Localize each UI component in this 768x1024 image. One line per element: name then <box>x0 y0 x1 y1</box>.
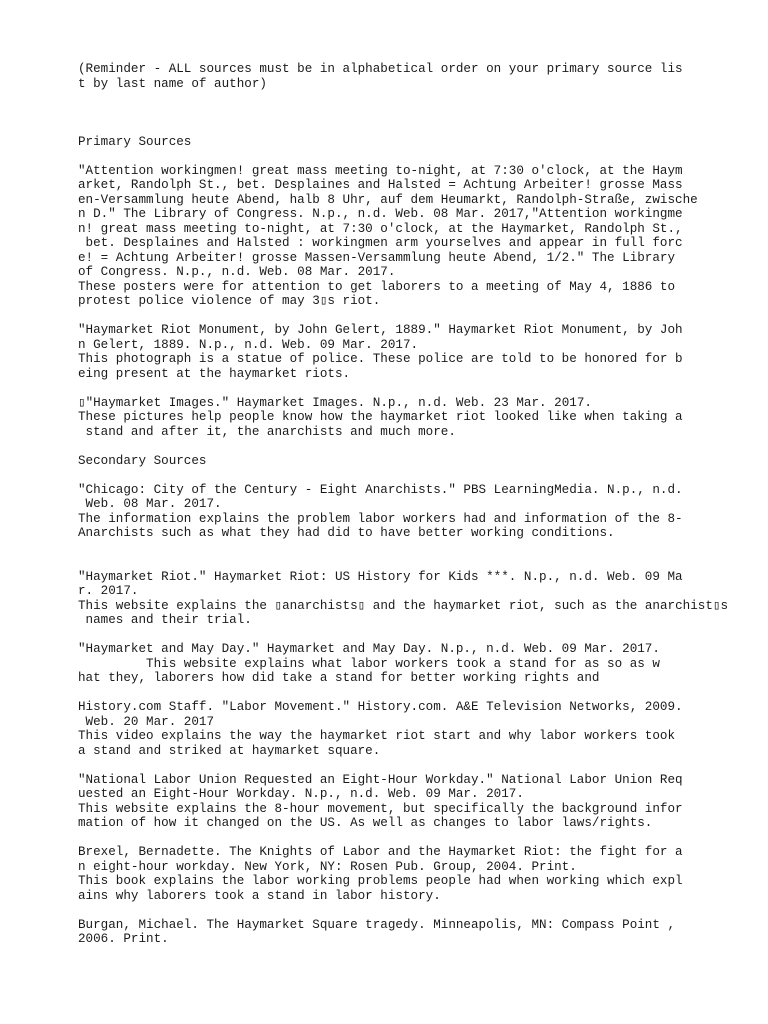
annotation-line: ains why laborers took a stand in labor history. <box>78 888 441 903</box>
annotation-line: a stand and striked at haymarket square. <box>78 743 381 758</box>
secondary-source-entry <box>78 642 758 686</box>
citation-line: en-Versammlung heute Abend, halb 8 Uhr, auf dem Heumarkt, Randolph-Straße, zwische <box>78 192 698 207</box>
citation-line: "Attention workingmen! great mass meeting to-night, at 7:30 o'clock, at the Haym <box>78 163 683 178</box>
citation-line: Burgan, Michael. The Haymarket Square tragedy. Minneapolis, MN: Compass Point , <box>78 917 676 932</box>
citation-line: "Haymarket and May Day." Haymarket and May Day. N.p., n.d. Web. 09 Mar. 2017. <box>78 642 660 656</box>
citation <box>78 845 758 874</box>
annotation <box>78 352 758 381</box>
annotation-line: hat they, laborers how did take a stand for better working rights and <box>78 671 600 685</box>
annotation-line: This website explains what labor workers took a stand for as so as w <box>78 656 660 671</box>
citation-line: n D." The Library of Congress. N.p., n.d. Web. 08 Mar. 2017,"Attention workingme <box>78 207 683 221</box>
document-page <box>78 62 758 947</box>
citation-line: Web. 20 Mar. 2017 <box>78 714 215 729</box>
secondary-source-entry <box>78 845 758 903</box>
citation-line: e! = Achtung Arbeiter! grosse Massen-Versammlung heute Abend, 1/2." The Library <box>78 250 676 265</box>
reminder-line: (Reminder - ALL sources must be in alphabetical order on your primary source lis <box>78 62 683 76</box>
citation-line: n Gelert, 1889. N.p., n.d. Web. 09 Mar. 2017. <box>78 337 419 352</box>
citation <box>78 773 758 802</box>
annotation-line: These pictures help people know how the haymarket riot looked like when taking a <box>78 410 683 424</box>
annotation <box>78 729 758 758</box>
citation-line: Web. 08 Mar. 2017. <box>78 497 222 511</box>
primary-source-entry <box>78 164 758 309</box>
annotation <box>78 599 758 628</box>
citation-line: "Haymarket Riot." Haymarket Riot: US History for Kids ***. N.p., n.d. Web. 09 Ma <box>78 569 683 584</box>
annotation <box>78 657 758 686</box>
secondary-source-entry <box>78 773 758 831</box>
annotation <box>78 280 758 309</box>
annotation <box>78 802 758 831</box>
citation <box>78 164 758 280</box>
citation-line: arket, Randolph St., bet. Desplaines and Halsted = Achtung Arbeiter! grosse Mass <box>78 178 683 192</box>
secondary-source-entry <box>78 918 758 947</box>
citation-line: "Chicago: City of the Century - Eight Anarchists." PBS LearningMedia. N.p., n.d. <box>78 482 683 497</box>
citation-line: of Congress. N.p., n.d. Web. 08 Mar. 2017. <box>78 265 396 279</box>
secondary-source-entry <box>78 700 758 758</box>
citation-line: n! great mass meeting to-night, at 7:30 o'clock, at the Haymarket, Randolph St., <box>78 221 683 236</box>
annotation-line: names and their trial. <box>78 613 252 627</box>
citation-line: n eight-hour workday. New York, NY: Rosen Pub. Group, 2004. Print. <box>78 859 577 874</box>
citation-line: bet. Desplaines and Halsted : workingmen arm yourselves and appear in full forc <box>78 236 683 250</box>
citation-line: Brexel, Bernadette. The Knights of Labor and the Haymarket Riot: the fight for a <box>78 845 683 859</box>
citation <box>78 396 758 411</box>
citation <box>78 323 758 352</box>
primary-source-entry <box>78 323 758 381</box>
citation <box>78 918 758 947</box>
annotation-line: This website explains the ▯anarchists▯ and the haymarket riot, such as the anarchist▯s <box>78 598 729 613</box>
annotation <box>78 410 758 439</box>
secondary-source-entry <box>78 483 758 541</box>
citation-line: "National Labor Union Requested an Eight-Hour Workday." National Labor Union Req <box>78 772 683 787</box>
citation <box>78 483 758 512</box>
annotation-line: This website explains the 8-hour movement, but specifically the background infor <box>78 801 683 816</box>
annotation <box>78 874 758 903</box>
reminder-line: t by last name of author) <box>78 76 267 91</box>
annotation-line: The information explains the problem labor workers had and information of the 8- <box>78 511 683 526</box>
annotation-line: eing present at the haymarket riots. <box>78 366 351 381</box>
annotation-line: This video explains the way the haymarket riot start and why labor workers took <box>78 729 676 743</box>
primary-sources-heading: Primary Sources <box>78 134 192 149</box>
citation-line: uested an Eight-Hour Workday. N.p., n.d. Web. 09 Mar. 2017. <box>78 787 524 801</box>
annotation-line: This photograph is a statue of police. These police are told to be honored for b <box>78 352 683 366</box>
annotation-line: mation of how it changed on the US. As well as changes to labor laws/rights. <box>78 816 653 830</box>
reminder-note <box>78 62 758 91</box>
citation <box>78 570 758 599</box>
citation-line: ▯"Haymarket Images." Haymarket Images. N.p., n.d. Web. 23 Mar. 2017. <box>78 395 592 410</box>
secondary-source-entry <box>78 570 758 628</box>
citation <box>78 642 758 657</box>
annotation-line: This book explains the labor working problems people had when working which expl <box>78 874 683 888</box>
citation-line: History.com Staff. "Labor Movement." History.com. A&E Television Networks, 2009. <box>78 700 683 714</box>
annotation-line: protest police violence of may 3▯s riot. <box>78 294 381 308</box>
citation <box>78 700 758 729</box>
primary-source-entry <box>78 396 758 440</box>
citation-line: 2006. Print. <box>78 932 169 946</box>
annotation-line: These posters were for attention to get laborers to a meeting of May 4, 1886 to <box>78 279 676 294</box>
secondary-sources-heading: Secondary Sources <box>78 453 207 468</box>
annotation-line: Anarchists such as what they had did to have better working conditions. <box>78 526 615 540</box>
citation-line: "Haymarket Riot Monument, by John Gelert, 1889." Haymarket Riot Monument, by Joh <box>78 323 683 337</box>
annotation <box>78 512 758 541</box>
citation-line: r. 2017. <box>78 584 139 598</box>
annotation-line: stand and after it, the anarchists and much more. <box>78 424 456 439</box>
